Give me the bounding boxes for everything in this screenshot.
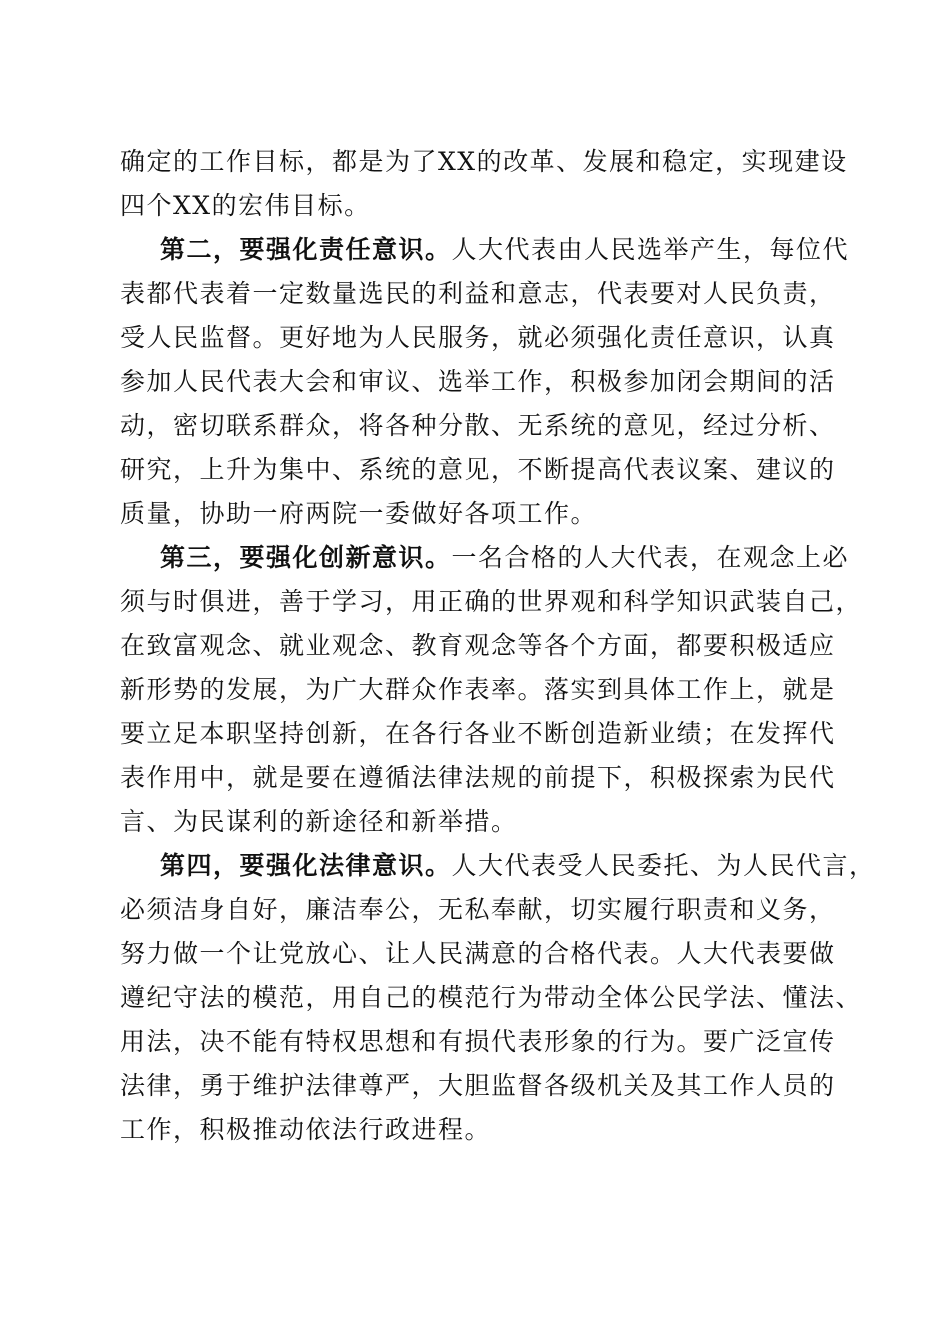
text-line: 受人民监督。更好地为人民服务，就必须强化责任意识，认真	[120, 323, 836, 352]
paragraph-first-line	[120, 844, 876, 888]
text-line: 表都代表着一定数量选民的利益和意志，代表要对人民负责，	[120, 279, 836, 308]
paragraph-heading: 第三，要强化创新意识。	[160, 543, 452, 572]
text-line: 遵纪守法的模范，用自己的模范行为带动全体公民学法、懂法、	[120, 983, 863, 1012]
text-line: 法律，勇于维护法律尊严，大胆监督各级机关及其工作人员的	[120, 1071, 836, 1100]
text-line: 质量，协助一府两院一委做好各项工作。	[120, 499, 598, 528]
paragraph-heading: 第二，要强化责任意识。	[160, 235, 452, 264]
text-fragment: 人大代表受人民委托、为人民代言，	[451, 851, 876, 880]
text-fragment: 人大代表由人民选举产生，每位代	[451, 235, 850, 264]
paragraph-2	[120, 228, 850, 536]
text-line: 工作，积极推动依法行政进程。	[120, 1115, 492, 1144]
text-fragment: 一名合格的人大代表，在观念上必	[451, 543, 850, 572]
text-line: 要立足本职坚持创新，在各行各业不断创造新业绩；在发挥代	[120, 719, 836, 748]
text-line: 言、为民谋利的新途径和新举措。	[120, 807, 518, 836]
paragraph-4	[120, 844, 876, 1152]
text-line: 努力做一个让党放心、让人民满意的合格代表。人大代表要做	[120, 939, 836, 968]
text-line: 必须洁身自好，廉洁奉公，无私奉献，切实履行职责和义务，	[120, 895, 836, 924]
text-line: 用法，决不能有特权思想和有损代表形象的行为。要广泛宣传	[120, 1027, 836, 1056]
paragraph-first-line	[120, 228, 850, 272]
text-line: 须与时俱进，善于学习，用正确的世界观和科学知识武装自己，	[120, 587, 863, 616]
text-line: 表作用中，就是要在遵循法律法规的前提下，积极探索为民代	[120, 763, 836, 792]
text-line: 动，密切联系群众，将各种分散、无系统的意见，经过分析、	[120, 411, 836, 440]
paragraph-3	[120, 536, 863, 844]
text-line: 确定的工作目标，都是为了XX的改革、发展和稳定，实现建设	[120, 147, 848, 176]
paragraph-heading: 第四，要强化法律意识。	[160, 851, 452, 880]
paragraph-1	[120, 140, 848, 228]
document-body	[120, 140, 876, 1152]
text-line: 四个XX的宏伟目标。	[120, 191, 371, 220]
text-line: 在致富观念、就业观念、教育观念等各个方面，都要积极适应	[120, 631, 836, 660]
text-line: 参加人民代表大会和审议、选举工作，积极参加闭会期间的活	[120, 367, 836, 396]
text-line: 研究，上升为集中、系统的意见，不断提高代表议案、建议的	[120, 455, 836, 484]
paragraph-first-line	[120, 536, 850, 580]
text-line: 新形势的发展，为广大群众作表率。落实到具体工作上，就是	[120, 675, 836, 704]
